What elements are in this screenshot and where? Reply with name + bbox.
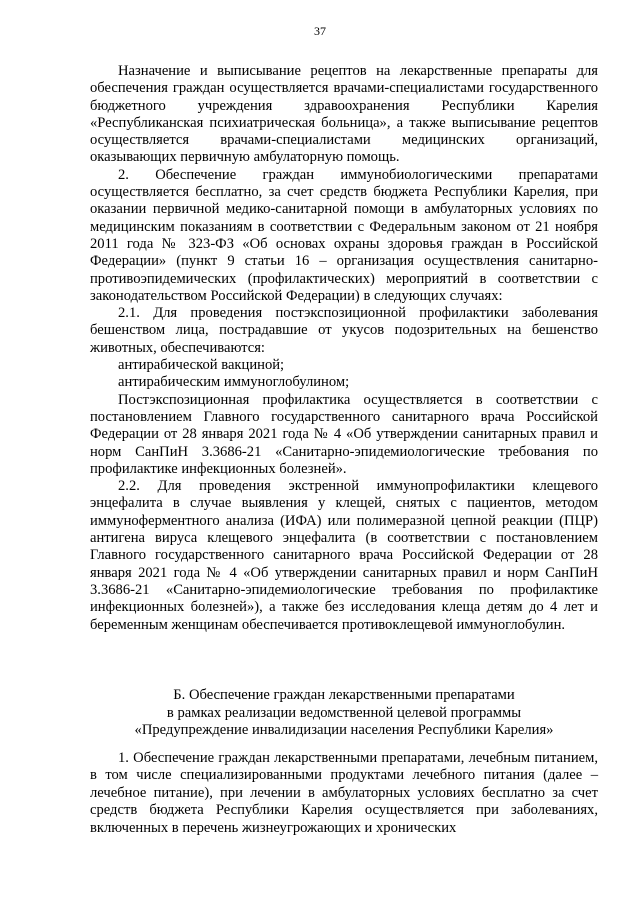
paragraph-post-exposure: Постэкспозиционная профилактика осуществляется в соответствии с постановлением Главного государственного санитарного врача Российской Федерации от 28 января 2021 года № 4 «Об утверждении санитарных правил и норм СанПиН 3.3686-21 «Санитарно-эпидемиологические требования по профилактике инфекционных болезней».	[90, 391, 598, 477]
paragraph-tick-encephalitis: 2.2. Для проведения экстренной иммунопрофилактики клещевого энцефалита в случае выявления у клещей, снятых с пациентов, методом иммуноферментного анализа (ИФА) или полимеразной цепной реакции (ПЦР) антигена вируса клещевого энцефалита (в соответствии с постановлением Главного государственного санитарного врача Российской Федерации от 28 января 2021 года № 4 «Об утверждении санитарных правил и норм СанПиН 3.3686-21 «Санитарно-эпидемиологические требования по профилактике инфекционных болезней»), а также без исследования клеща детям до 4 лет и беременным женщинам обеспечивается противоклещевой иммуноглобулин.	[90, 478, 598, 633]
section-heading-line: Б. Обеспечение граждан лекарственными препаратами	[173, 687, 515, 703]
list-item-rabies-immunoglobulin: антирабическим иммуноглобулином;	[118, 374, 350, 391]
paragraph-immunobiological: 2. Обеспечение граждан иммунобиологическими препаратами осуществляется бесплатно, за счет средств бюджета Республики Карелия, при оказании первичной медико-санитарной помощи в амбулаторных условиях по медицинским показаниям в соответствии с Федеральным законом от 21 ноября 2011 года № 323-ФЗ «Об основах охраны здоровья граждан в Российской Федерации» (пункт 9 статьи 16 – организация осуществления санитарно-противоэпидемических (профилактических) мероприятий в соответствии с законодательством Российской Федерации) в следующих случаях:	[90, 166, 598, 304]
paragraph-drug-provision: 1. Обеспечение граждан лекарственными препаратами, лечебным питанием, в том числе специализированными продуктами лечебного питания (далее – лечебное питание), при лечении в амбулаторных условиях бесплатно за счет средств бюджета Республики Карелия осуществляется при заболеваниях, включенных в перечень жизнеугрожающих и хронических	[90, 750, 598, 836]
section-body	[90, 750, 598, 837]
section-heading-line: «Предупреждение инвалидизации населения Республики Карелия»	[134, 722, 554, 739]
paragraph-prescriptions: Назначение и выписывание рецептов на лекарственные препараты для обеспечения граждан осуществляется врачами-специалистами государственного бюджетного учреждения здравоохранения Республики Карелия «Республиканская психиатрическая больница», а также выписывание рецептов осуществляется врачами-специалистами медицинских организаций, оказывающих первичную амбулаторную помощь.	[90, 63, 598, 166]
document-body	[90, 63, 598, 634]
section-heading-line: в рамках реализации ведомственной целевой программы	[166, 704, 522, 721]
page-number: 37	[314, 24, 326, 38]
list-item-rabies-vaccine: антирабической вакциной;	[118, 357, 285, 374]
paragraph-rabies-prophylaxis: 2.1. Для проведения постэкспозиционной профилактики заболевания бешенством лица, пострадавшие от укусов подозрительных на бешенство животных, обеспечиваются:	[90, 305, 598, 356]
section-heading	[90, 687, 598, 740]
